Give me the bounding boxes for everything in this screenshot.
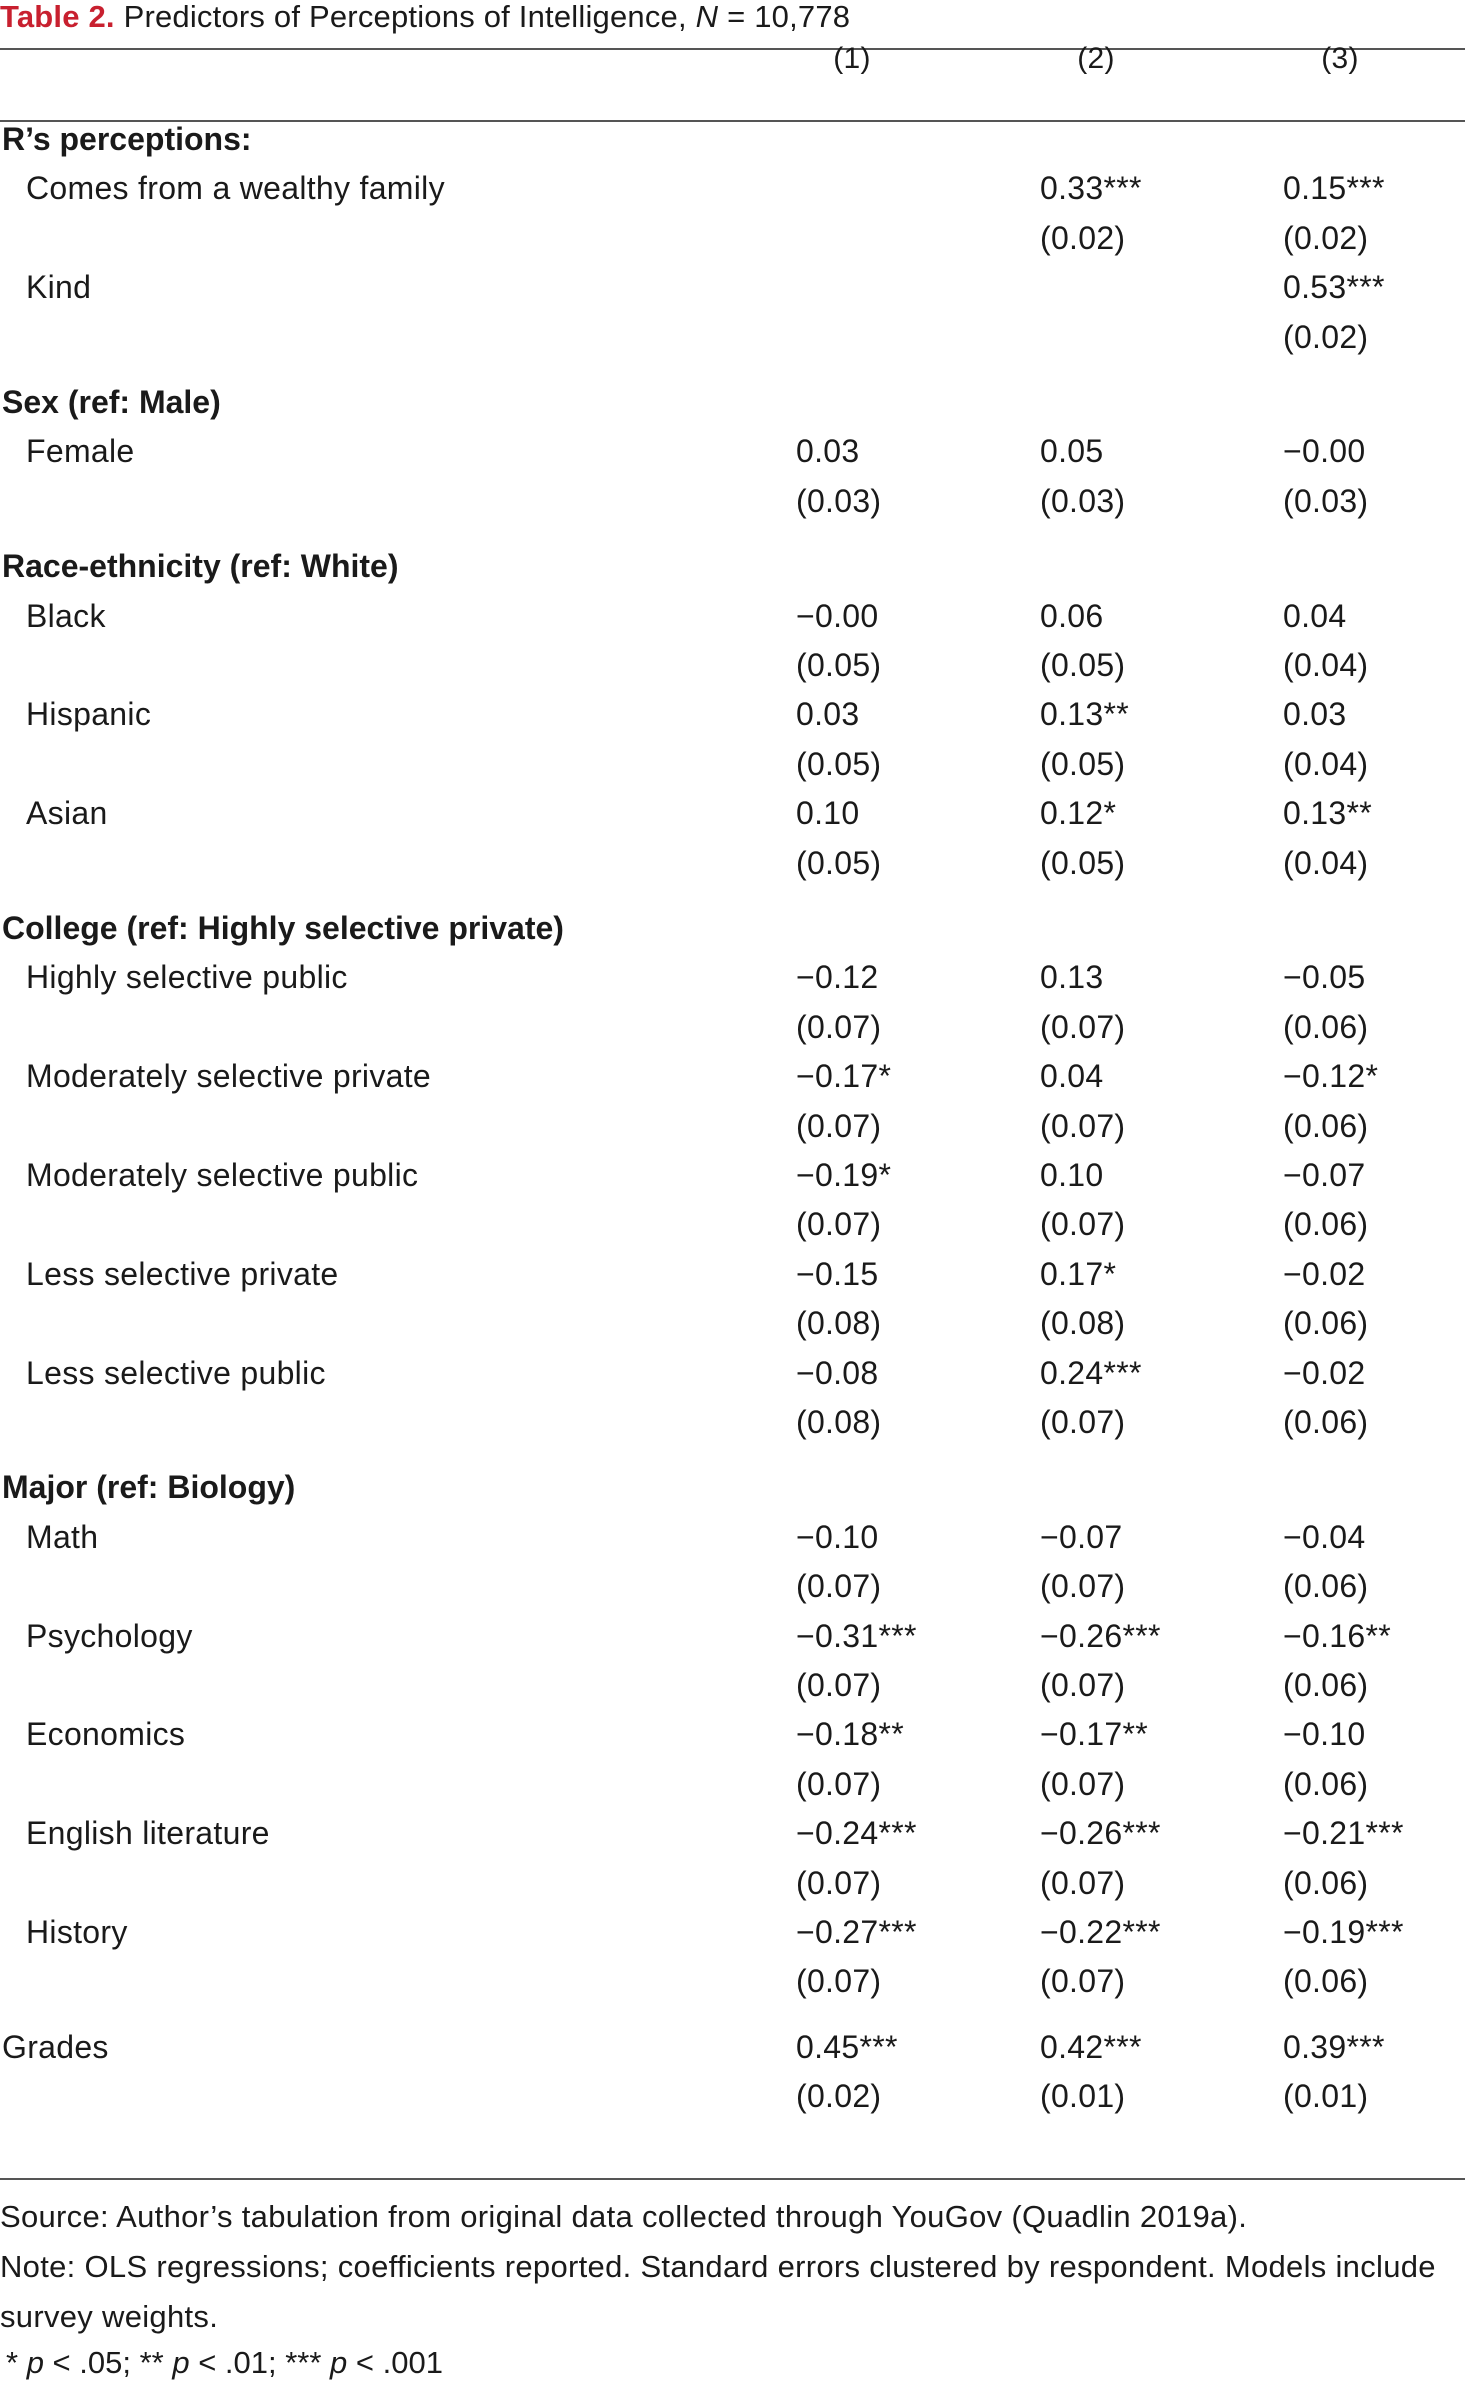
cell-model-3: (0.06) bbox=[1283, 1107, 1369, 1144]
cell-model-3: 0.53*** bbox=[1283, 269, 1385, 306]
sig-part: < .05; ** bbox=[43, 2345, 173, 2380]
cell-model-3: (0.06) bbox=[1283, 1864, 1369, 1901]
row-label: Less selective private bbox=[26, 1255, 339, 1292]
note-key: Note: bbox=[0, 2249, 76, 2284]
table-row bbox=[0, 2071, 1465, 2121]
cell-model-2: (0.07) bbox=[1040, 1404, 1126, 1440]
cell-model-2: 0.17* bbox=[1040, 1255, 1117, 1292]
cell-model-1: (0.03) bbox=[796, 482, 882, 519]
cell-model-1: −0.19* bbox=[796, 1157, 892, 1193]
column-header-row bbox=[0, 34, 1465, 84]
table-caption-label: Table 2. bbox=[0, 0, 115, 34]
cell-model-1: (0.07) bbox=[796, 1568, 882, 1605]
cell-model-2: −0.26*** bbox=[1040, 1815, 1161, 1852]
cell-model-3: (0.01) bbox=[1283, 2078, 1369, 2115]
cell-model-1: −0.10 bbox=[796, 1518, 879, 1555]
table-row bbox=[0, 838, 1465, 888]
cell-model-1: (0.08) bbox=[796, 1404, 882, 1440]
cell-model-1: (0.05) bbox=[796, 647, 882, 683]
sig-part: < .01; *** bbox=[189, 2345, 331, 2380]
cell-model-3: −0.07 bbox=[1283, 1157, 1366, 1193]
bottom-rule bbox=[0, 2178, 1465, 2180]
row-label: Hispanic bbox=[26, 696, 152, 733]
sig-part-p: p bbox=[26, 2345, 44, 2380]
table-row bbox=[0, 426, 1465, 476]
row-label: Asian bbox=[26, 795, 108, 832]
cell-model-2: (0.02) bbox=[1040, 219, 1126, 256]
cell-model-1: 0.45*** bbox=[796, 2028, 898, 2065]
cell-model-1: −0.24*** bbox=[796, 1815, 917, 1852]
cell-model-1: (0.07) bbox=[796, 1765, 882, 1802]
cell-model-2: 0.24*** bbox=[1040, 1354, 1142, 1391]
table-row bbox=[0, 1907, 1465, 1957]
table-row bbox=[0, 312, 1465, 362]
cell-model-3: 0.04 bbox=[1283, 597, 1347, 634]
table-row bbox=[0, 1561, 1465, 1611]
cell-model-1: (0.07) bbox=[796, 1008, 882, 1045]
section-heading: R’s perceptions: bbox=[2, 121, 252, 157]
row-label: Female bbox=[26, 433, 135, 470]
cell-model-1: −0.08 bbox=[796, 1354, 879, 1391]
table-row bbox=[0, 1808, 1465, 1858]
column-header-1: (1) bbox=[833, 42, 871, 75]
cell-model-2: (0.07) bbox=[1040, 1864, 1126, 1901]
table-caption-n-symbol: N bbox=[695, 0, 719, 34]
table-row bbox=[0, 689, 1465, 739]
row-label: Black bbox=[26, 597, 106, 634]
row-label: Comes from a wealthy family bbox=[26, 170, 445, 207]
section-row bbox=[0, 903, 1465, 953]
table-row bbox=[0, 213, 1465, 263]
cell-model-3: −0.12* bbox=[1283, 1058, 1379, 1095]
cell-model-2: (0.05) bbox=[1040, 844, 1126, 881]
table-row bbox=[0, 1956, 1465, 2006]
cell-model-3: (0.06) bbox=[1283, 1568, 1369, 1605]
cell-model-2: (0.01) bbox=[1040, 2078, 1126, 2115]
table-row bbox=[0, 640, 1465, 690]
sig-part-p: p bbox=[330, 2345, 348, 2380]
cell-model-2: (0.07) bbox=[1040, 1008, 1126, 1045]
cell-model-2: (0.07) bbox=[1040, 1963, 1126, 2000]
cell-model-3: −0.00 bbox=[1283, 433, 1366, 470]
table-row bbox=[0, 1397, 1465, 1447]
significance-legend bbox=[6, 2338, 443, 2388]
cell-model-3: (0.03) bbox=[1283, 482, 1369, 519]
cell-model-3: (0.04) bbox=[1283, 647, 1369, 683]
row-label: Highly selective public bbox=[26, 959, 348, 996]
cell-model-3: −0.10 bbox=[1283, 1716, 1366, 1753]
cell-model-2: 0.05 bbox=[1040, 433, 1104, 470]
cell-model-3: −0.21*** bbox=[1283, 1815, 1404, 1852]
cell-model-2: (0.07) bbox=[1040, 1667, 1126, 1703]
section-row bbox=[0, 114, 1465, 164]
section-heading: Race-ethnicity (ref: White) bbox=[2, 548, 399, 585]
cell-model-1: −0.31*** bbox=[796, 1617, 917, 1654]
table-row bbox=[0, 788, 1465, 838]
cell-model-3: (0.02) bbox=[1283, 219, 1369, 256]
section-row bbox=[0, 377, 1465, 427]
table-row bbox=[0, 1298, 1465, 1348]
cell-model-1: 0.03 bbox=[796, 696, 860, 733]
cell-model-3: (0.06) bbox=[1283, 1008, 1369, 1045]
cell-model-2: (0.07) bbox=[1040, 1765, 1126, 1802]
cell-model-2: (0.03) bbox=[1040, 482, 1126, 519]
row-label: Moderately selective public bbox=[26, 1157, 419, 1193]
cell-model-3: (0.06) bbox=[1283, 1404, 1369, 1440]
table-row bbox=[0, 1660, 1465, 1710]
table-row bbox=[0, 1051, 1465, 1101]
table-row bbox=[0, 1858, 1465, 1908]
column-header-2: (2) bbox=[1077, 42, 1115, 75]
table-caption-title: Predictors of Perceptions of Intelligence, bbox=[123, 0, 687, 34]
cell-model-1: (0.05) bbox=[796, 745, 882, 782]
cell-model-3: −0.02 bbox=[1283, 1255, 1366, 1292]
cell-model-3: 0.15*** bbox=[1283, 170, 1385, 207]
section-row bbox=[0, 1462, 1465, 1512]
table-row bbox=[0, 952, 1465, 1002]
table-row bbox=[0, 1759, 1465, 1809]
cell-model-1: (0.05) bbox=[796, 844, 882, 881]
note-line bbox=[0, 2242, 1440, 2342]
cell-model-1: (0.07) bbox=[796, 1963, 882, 2000]
cell-model-2: (0.05) bbox=[1040, 647, 1126, 683]
row-label: English literature bbox=[26, 1815, 270, 1852]
column-header-3: (3) bbox=[1321, 42, 1359, 75]
source-line bbox=[0, 2192, 1440, 2242]
cell-model-3: (0.02) bbox=[1283, 318, 1369, 355]
row-label: Moderately selective private bbox=[26, 1058, 432, 1095]
cell-model-3: (0.06) bbox=[1283, 1667, 1369, 1703]
row-label: Psychology bbox=[26, 1617, 193, 1654]
cell-model-2: 0.13 bbox=[1040, 959, 1104, 996]
sig-part: < .001 bbox=[347, 2345, 443, 2380]
cell-model-2: 0.12* bbox=[1040, 795, 1117, 832]
cell-model-1: (0.07) bbox=[796, 1864, 882, 1901]
table-caption-n-value: = 10,778 bbox=[727, 0, 851, 34]
table-row bbox=[0, 1611, 1465, 1661]
section-heading: College (ref: Highly selective private) bbox=[2, 910, 564, 946]
cell-model-3: (0.04) bbox=[1283, 745, 1369, 782]
cell-model-3: −0.16** bbox=[1283, 1617, 1391, 1654]
row-label: Math bbox=[26, 1518, 99, 1555]
cell-model-2: 0.13** bbox=[1040, 696, 1129, 733]
cell-model-1: −0.17* bbox=[796, 1058, 892, 1095]
cell-model-2: 0.04 bbox=[1040, 1058, 1104, 1095]
table-row bbox=[0, 163, 1465, 213]
cell-model-1: 0.10 bbox=[796, 795, 860, 832]
row-label: Kind bbox=[26, 269, 92, 306]
cell-model-2: (0.07) bbox=[1040, 1107, 1126, 1144]
cell-model-2: (0.07) bbox=[1040, 1206, 1126, 1243]
cell-model-3: −0.05 bbox=[1283, 959, 1366, 996]
cell-model-2: (0.07) bbox=[1040, 1568, 1126, 1605]
cell-model-3: (0.04) bbox=[1283, 844, 1369, 881]
table-footer bbox=[0, 2192, 1440, 2342]
cell-model-2: −0.07 bbox=[1040, 1518, 1123, 1555]
cell-model-3: (0.06) bbox=[1283, 1206, 1369, 1243]
sig-part: * bbox=[6, 2345, 27, 2380]
table-row bbox=[0, 1101, 1465, 1151]
table-row bbox=[0, 1199, 1465, 1249]
cell-model-1: (0.07) bbox=[796, 1107, 882, 1144]
table-row bbox=[0, 1249, 1465, 1299]
cell-model-3: 0.03 bbox=[1283, 696, 1347, 733]
cell-model-2: 0.06 bbox=[1040, 597, 1104, 634]
cell-model-1: −0.18** bbox=[796, 1716, 904, 1753]
table-row bbox=[0, 1150, 1465, 1200]
section-heading: Major (ref: Biology) bbox=[2, 1469, 296, 1506]
cell-model-2: −0.26*** bbox=[1040, 1617, 1161, 1654]
cell-model-1: −0.00 bbox=[796, 597, 879, 634]
cell-model-2: 0.33*** bbox=[1040, 170, 1142, 207]
cell-model-1: (0.08) bbox=[796, 1305, 882, 1342]
cell-model-3: 0.13** bbox=[1283, 795, 1372, 832]
cell-model-3: 0.39*** bbox=[1283, 2028, 1385, 2065]
table-row bbox=[0, 2022, 1465, 2072]
row-label: Less selective public bbox=[26, 1354, 326, 1391]
cell-model-3: −0.19*** bbox=[1283, 1914, 1404, 1950]
sig-part-p: p bbox=[172, 2345, 190, 2380]
row-label: History bbox=[26, 1914, 128, 1950]
source-key: Source: bbox=[0, 2199, 109, 2234]
table-row bbox=[0, 1512, 1465, 1562]
cell-model-1: (0.02) bbox=[796, 2078, 882, 2115]
cell-model-3: −0.02 bbox=[1283, 1354, 1366, 1391]
cell-model-1: 0.03 bbox=[796, 433, 860, 470]
cell-model-3: (0.06) bbox=[1283, 1963, 1369, 2000]
table-row bbox=[0, 591, 1465, 641]
table-row bbox=[0, 476, 1465, 526]
table-row bbox=[0, 739, 1465, 789]
cell-model-3: (0.06) bbox=[1283, 1305, 1369, 1342]
cell-model-2: (0.08) bbox=[1040, 1305, 1126, 1342]
cell-model-2: 0.42*** bbox=[1040, 2028, 1142, 2065]
cell-model-1: −0.27*** bbox=[796, 1914, 917, 1950]
cell-model-2: (0.05) bbox=[1040, 745, 1126, 782]
table-row bbox=[0, 262, 1465, 312]
cell-model-1: −0.15 bbox=[796, 1255, 879, 1292]
table-row bbox=[0, 1348, 1465, 1398]
note-text: OLS regressions; coefficients reported. Standard errors clustered by respondent. Models include survey weights. bbox=[0, 2249, 1436, 2334]
cell-model-2: 0.10 bbox=[1040, 1157, 1104, 1193]
section-row bbox=[0, 541, 1465, 591]
cell-model-1: (0.07) bbox=[796, 1667, 882, 1703]
table-row bbox=[0, 1709, 1465, 1759]
cell-model-1: −0.12 bbox=[796, 959, 879, 996]
cell-model-2: −0.17** bbox=[1040, 1716, 1148, 1753]
cell-model-3: (0.06) bbox=[1283, 1765, 1369, 1802]
table-row bbox=[0, 1002, 1465, 1052]
cell-model-1: (0.07) bbox=[796, 1206, 882, 1243]
cell-model-2: −0.22*** bbox=[1040, 1914, 1161, 1950]
table-caption bbox=[0, 0, 850, 34]
row-label: Economics bbox=[26, 1716, 186, 1753]
cell-model-3: −0.04 bbox=[1283, 1518, 1366, 1555]
source-text: Author’s tabulation from original data collected through YouGov (Quadlin 2019a). bbox=[108, 2199, 1248, 2234]
section-heading: Sex (ref: Male) bbox=[2, 384, 221, 420]
row-label: Grades bbox=[2, 2028, 109, 2065]
